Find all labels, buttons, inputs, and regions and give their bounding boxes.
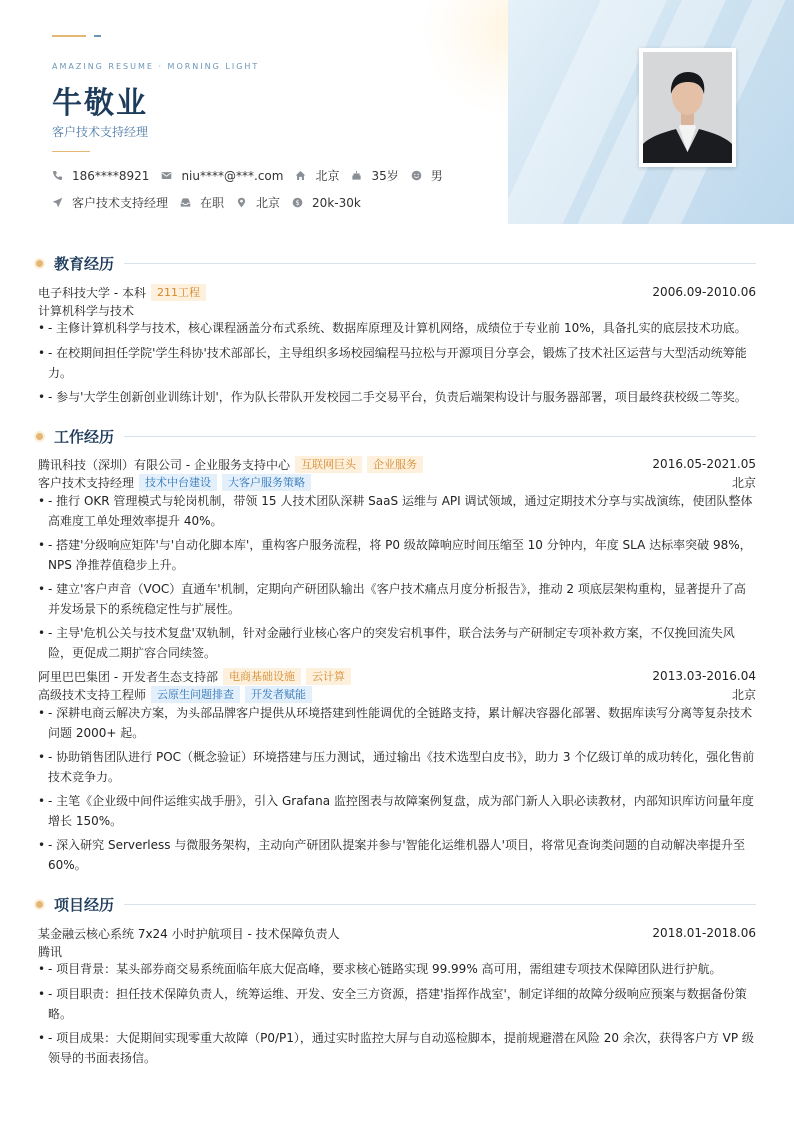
intent-salary [292,196,361,210]
decor-line-blue [94,35,101,37]
work-city: 北京 [731,687,756,702]
location-value: 北京 [315,169,340,183]
list-item: • - 在校期间担任学院'学生科协'技术部部长，主导组织多场校园编程马拉松与开源项目分享会，锻炼了技术社区运营与大型活动统筹能力。 [38,346,747,380]
avatar [643,52,732,163]
map-pin-icon [236,197,247,208]
profile-photo [639,48,736,167]
education-major: 计算机科学与技术 [38,303,135,318]
intent-city [236,194,280,211]
company-tag: 电商基础设施 [223,668,301,685]
list-item: • - 搭建'分级响应矩阵'与'自动化脚本库'，重构客户服务流程，将 P0 级故障响应时间压缩至 10 分钟内，年度 SLA 达标率突破 98%，NPS 净推荐值稳步上升。 [38,538,752,572]
contact-row [52,167,455,184]
section-dot [36,433,43,440]
title-underline [52,151,90,152]
section-divider [124,436,756,437]
contact-phone [52,169,149,183]
status-value: 在职 [200,196,225,210]
contact-location [295,167,339,184]
list-item: • - 主修计算机科学与技术，核心课程涵盖分布式系统、数据库原理及计算机网络，成绩位于专业前 10%，具备扎实的底层技术功底。 [38,321,747,335]
role-tag: 开发者赋能 [245,686,312,703]
section-divider [124,904,756,905]
city-value: 北京 [256,196,281,210]
company-tag: 云计算 [306,668,351,685]
dollar-icon [292,197,303,208]
section-title: 工作经历 [54,428,115,446]
work-role: 高级技术支持工程师 [38,687,147,702]
list-item: • - 建立'客户声音（VOC）直通车'机制，定期向产研团队输出《客户技术痛点月度分析报告》，推动 2 项底层架构重构，显著提升了高并发场景下的系统稳定性与扩展性。 [38,582,746,616]
decor-line-gold [52,35,86,37]
list-item: • - 项目背景：某头部券商交易系统面临年底大促高峰，要求核心链路实现 99.99% 高可用，需组建专项技术保障团队进行护航。 [38,962,722,976]
project-date: 2018.01-2018.06 [652,926,756,940]
intent-position [52,194,168,211]
list-item: • - 深耕电商云解决方案，为头部品牌客户提供从环境搭建到性能调优的全链路支持，累计解决容器化部署、数据库读写分离等复杂技术问题 2000+ 起。 [38,706,753,740]
company-tag: 企业服务 [367,456,423,473]
intent-status [180,194,224,211]
tagline: AMAZING RESUME · MORNING LIGHT [52,62,260,71]
list-item: • - 深入研究 Serverless 与微服务架构，主动向产研团队提案并参与'智能化运维机器人'项目，将常见查询类问题的自动解决率提升至 60%。 [38,838,745,872]
email-value: niu****@***.com [181,168,284,183]
section-divider [124,263,756,264]
list-item: • - 项目成果：大促期间实现零重大故障（P0/P1），通过实时监控大屏与自动巡检脚本，提前规避潜在风险 20 余次，获得客户方 VP 级领导的书面表扬信。 [38,1031,754,1065]
contact-email [161,169,283,183]
work-date: 2016.05-2021.05 [652,457,756,471]
list-item: • - 项目职责：担任技术保障负责人，统筹运维、开发、安全三方资源，搭建'指挥作战室'，制定详细的故障分级响应预案与数据备份策略。 [38,987,747,1021]
candidate-title: 客户技术支持经理 [52,125,149,139]
position-value: 客户技术支持经理 [72,196,169,210]
home-icon [295,170,306,181]
send-icon [52,197,63,208]
role-tag: 云原生问题排查 [151,686,240,703]
section-title: 教育经历 [54,255,115,273]
section-education [36,253,756,274]
list-item: • - 参与'大学生创新创业训练计划'，作为队长带队开发校园二手交易平台，负责后端架构设计与服务器部署，项目最终获校级二等奖。 [38,390,747,404]
section-project [36,894,756,915]
salary-value: 20k-30k [312,195,361,210]
project-org-row [38,942,756,960]
svg-text:$: $ [295,198,300,207]
age-value: 35岁 [371,169,399,183]
project-org: 腾讯 [38,944,63,959]
company-line: 阿里巴巴集团 - 开发者生态支持部 [38,669,218,684]
work-role-row [38,685,756,703]
work-role-row [38,473,756,491]
education-entry-header [38,283,756,301]
work-city: 北京 [731,475,756,490]
list-item: • - 协助销售团队进行 POC（概念验证）环境搭建与压力测试，通过输出《技术选型白皮书》，助力 3 个亿级订单的成功转化，强化售前技术竞争力。 [38,750,755,784]
project-entry-header [38,924,756,942]
section-work [36,426,756,447]
smiley-icon [411,170,422,181]
cake-icon [351,170,362,181]
company-line: 腾讯科技（深圳）有限公司 - 企业服务支持中心 [38,457,290,472]
role-tag: 技术中台建设 [139,474,217,491]
work-entry-header [38,667,756,685]
school-line: 电子科技大学 - 本科 [38,285,146,300]
section-title: 项目经历 [54,896,115,914]
work-entry-header [38,455,756,473]
education-date: 2006.09-2010.06 [652,285,756,299]
phone-value: 186****8921 [72,168,150,183]
contact-age [351,167,398,184]
candidate-name: 牛敬业 [52,86,148,121]
section-dot [36,901,43,908]
work-role: 客户技术支持经理 [38,475,135,490]
inbox-icon [180,197,191,208]
gender-value: 男 [430,169,443,183]
contact-gender [411,167,443,184]
section-dot [36,260,43,267]
list-item: • - 主笔《企业级中间件运维实战手册》，引入 Grafana 监控图表与故障案例复盘，成为部门新人入职必读教材，内部知识库访问量年度增长 150%。 [38,794,754,828]
project-title: 某金融云核心系统 7x24 小时护航项目 - 技术保障负责人 [38,926,340,941]
education-major-row [38,301,756,319]
company-tag: 互联网巨头 [295,456,362,473]
list-item: • - 主导'危机公关与技术复盘'双轨制，针对金融行业核心客户的突发宕机事件，联合法务与产研制定专项补救方案，不仅挽回流失风险，更促成二期扩容合同续签。 [38,626,735,660]
phone-icon [52,170,63,181]
school-tag: 211工程 [151,284,206,301]
work-date: 2013.03-2016.04 [652,669,756,683]
list-item: • - 推行 OKR 管理模式与轮岗机制，带领 15 人技术团队深耕 SaaS 运维与 API 调试领域，通过定期技术分享与实战演练，使团队整体高难度工单处理效率提升 40%。 [38,494,753,528]
intent-row [52,194,373,211]
mail-icon [161,170,172,181]
role-tag: 大客户服务策略 [222,474,311,491]
